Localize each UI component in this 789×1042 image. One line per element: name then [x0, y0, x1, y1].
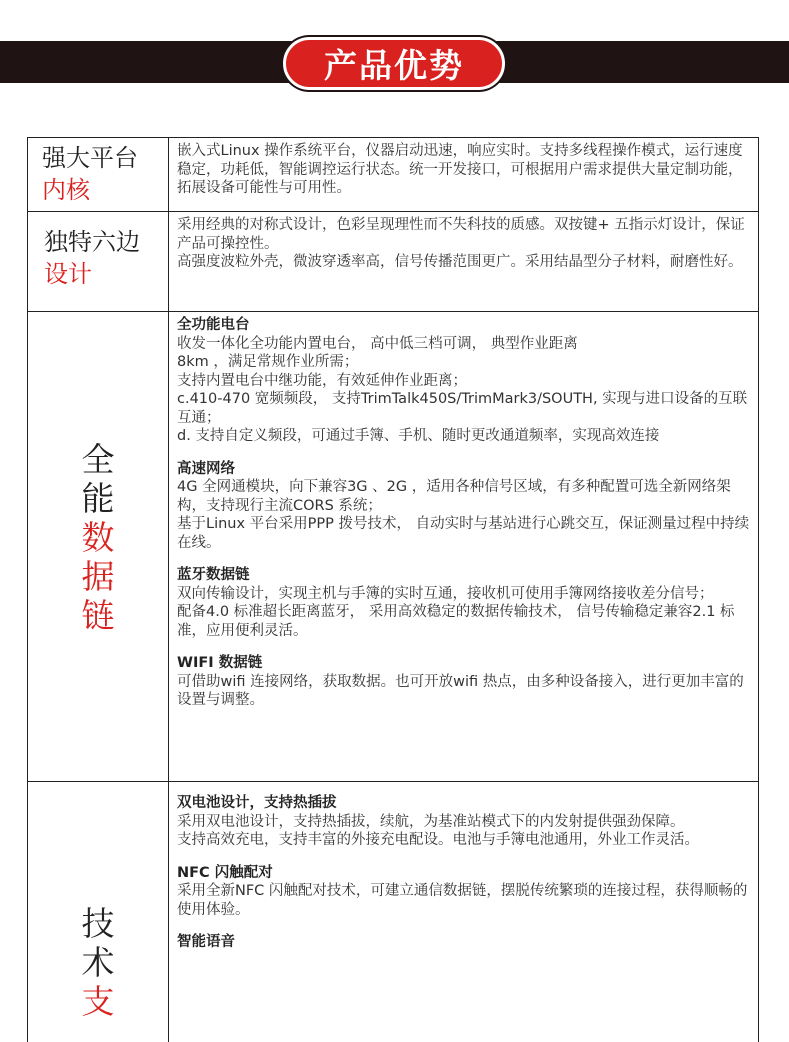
feature-section: [177, 794, 754, 850]
feature-section: [177, 566, 754, 640]
row-content: [169, 312, 758, 781]
paragraph: 高强度波粒外壳，微波穿透率高，信号传播范围更广。采用结晶型分子材料，耐磨性好。: [177, 254, 743, 270]
paragraph: 采用双电池设计，支持热插拔，续航，为基准站模式下的内发射提供强劲保障。: [177, 813, 685, 830]
feature-section: [177, 460, 754, 553]
table-row: [28, 212, 758, 312]
feature-table: [27, 137, 759, 1042]
paragraph: c.410-470 宽频频段， 支持TrimTalk450S/TrimMark3/SOUTH, 实现与进口设备的互联互通；: [177, 391, 748, 426]
section-heading: 蓝牙数据链: [177, 567, 250, 583]
row-label: [28, 212, 169, 311]
paragraph: 采用全新NFC 闪触配对技术，可建立通信数据链，摆脱传统繁琐的连接过程，获得顺畅的使用体验。: [177, 883, 748, 918]
table-row: [28, 138, 758, 212]
feature-section: [177, 864, 754, 920]
paragraph: 支持内置电台中继功能，有效延伸作业距离；: [177, 372, 467, 389]
row-content: [169, 782, 758, 1042]
section-heading: 双电池设计，支持热插拔: [177, 795, 337, 811]
vlabel-char: 术: [81, 943, 115, 982]
section-heading: 高速网络: [177, 460, 235, 477]
section-heading: NFC 闪触配对: [177, 864, 273, 881]
paragraph: 可借助wifi 连接网络，获取数据。也可开放wifi 热点，由多种设备接入，进行更加丰富的设置与调整。: [177, 673, 744, 708]
section-heading: 智能语音: [177, 934, 235, 950]
paragraph: 4G 全网通模块，向下兼容3G 、2G ，适用各种信号区域，有多种配置可选全新网络架构，支持现行主流CORS 系统；: [177, 479, 731, 514]
vlabel-char: 全: [81, 440, 115, 479]
paragraph: d. 支持自定义频段，可通过手簿、手机、随时更改通道频率，实现高效连接: [177, 428, 660, 444]
paragraph: 基于Linux 平台采用PPP 拨号技术， 自动实时与基站进行心跳交互，保证测量过程中持续在线。: [177, 516, 750, 551]
section-title: 产品优势: [283, 37, 505, 90]
section-heading: WIFI 数据链: [177, 655, 263, 671]
paragraph: 采用经典的对称式设计，色彩呈现理性而不失科技的质感。双按键+ 五指示灯设计，保证产品可操控性。: [177, 217, 745, 252]
section-heading: 全功能电台: [177, 317, 250, 333]
paragraph: 8km ，满足常规作业所需；: [177, 354, 359, 370]
table-row: [28, 312, 758, 782]
paragraph: 收发一体化全功能内置电台， 高中低三档可调， 典型作业距离: [177, 335, 578, 352]
vlabel-char: 技: [81, 904, 115, 943]
feature-section: [177, 316, 754, 446]
row-vertical-label: [28, 782, 169, 1042]
row-vertical-label: [28, 312, 169, 781]
row-label-line-2: 内核: [42, 176, 90, 204]
row-content: [169, 212, 758, 311]
paragraph: 配备4.0 标准超长距离蓝牙， 采用高效稳定的数据传输技术， 信号传输稳定兼容2.1 标准，应用便利灵活。: [177, 604, 735, 639]
paragraph: 双向传输设计，实现主机与手簿的实时互通，接收机可使用手簿网络接收差分信号；: [177, 585, 714, 602]
row-label-line-1: 强大平台: [42, 144, 138, 172]
feature-section: [177, 654, 754, 710]
vlabel-char: 数: [81, 518, 115, 557]
paragraph: 嵌入式Linux 操作系统平台，仪器启动迅速，响应实时。支持多线程操作模式，运行速度稳定，功耗低，智能调控运行状态。统一开发接口，可根据用户需求提供大量定制功能，拓展设备可能性与可用性。: [177, 143, 743, 196]
vlabel-char: 支: [81, 982, 115, 1021]
vlabel-char: 能: [81, 479, 115, 518]
feature-section: [177, 933, 754, 952]
row-content: [169, 138, 758, 211]
table-row: [28, 782, 758, 1042]
vlabel-char: 链: [81, 596, 115, 635]
paragraph: 支持高效充电，支持丰富的外接充电配设。电池与手簿电池通用，外业工作灵活。: [177, 832, 699, 848]
row-label-line-1: 独特六边: [44, 228, 140, 256]
row-label-line-2: 设计: [44, 260, 92, 288]
row-label: [28, 138, 169, 211]
vlabel-char: 据: [81, 557, 115, 596]
